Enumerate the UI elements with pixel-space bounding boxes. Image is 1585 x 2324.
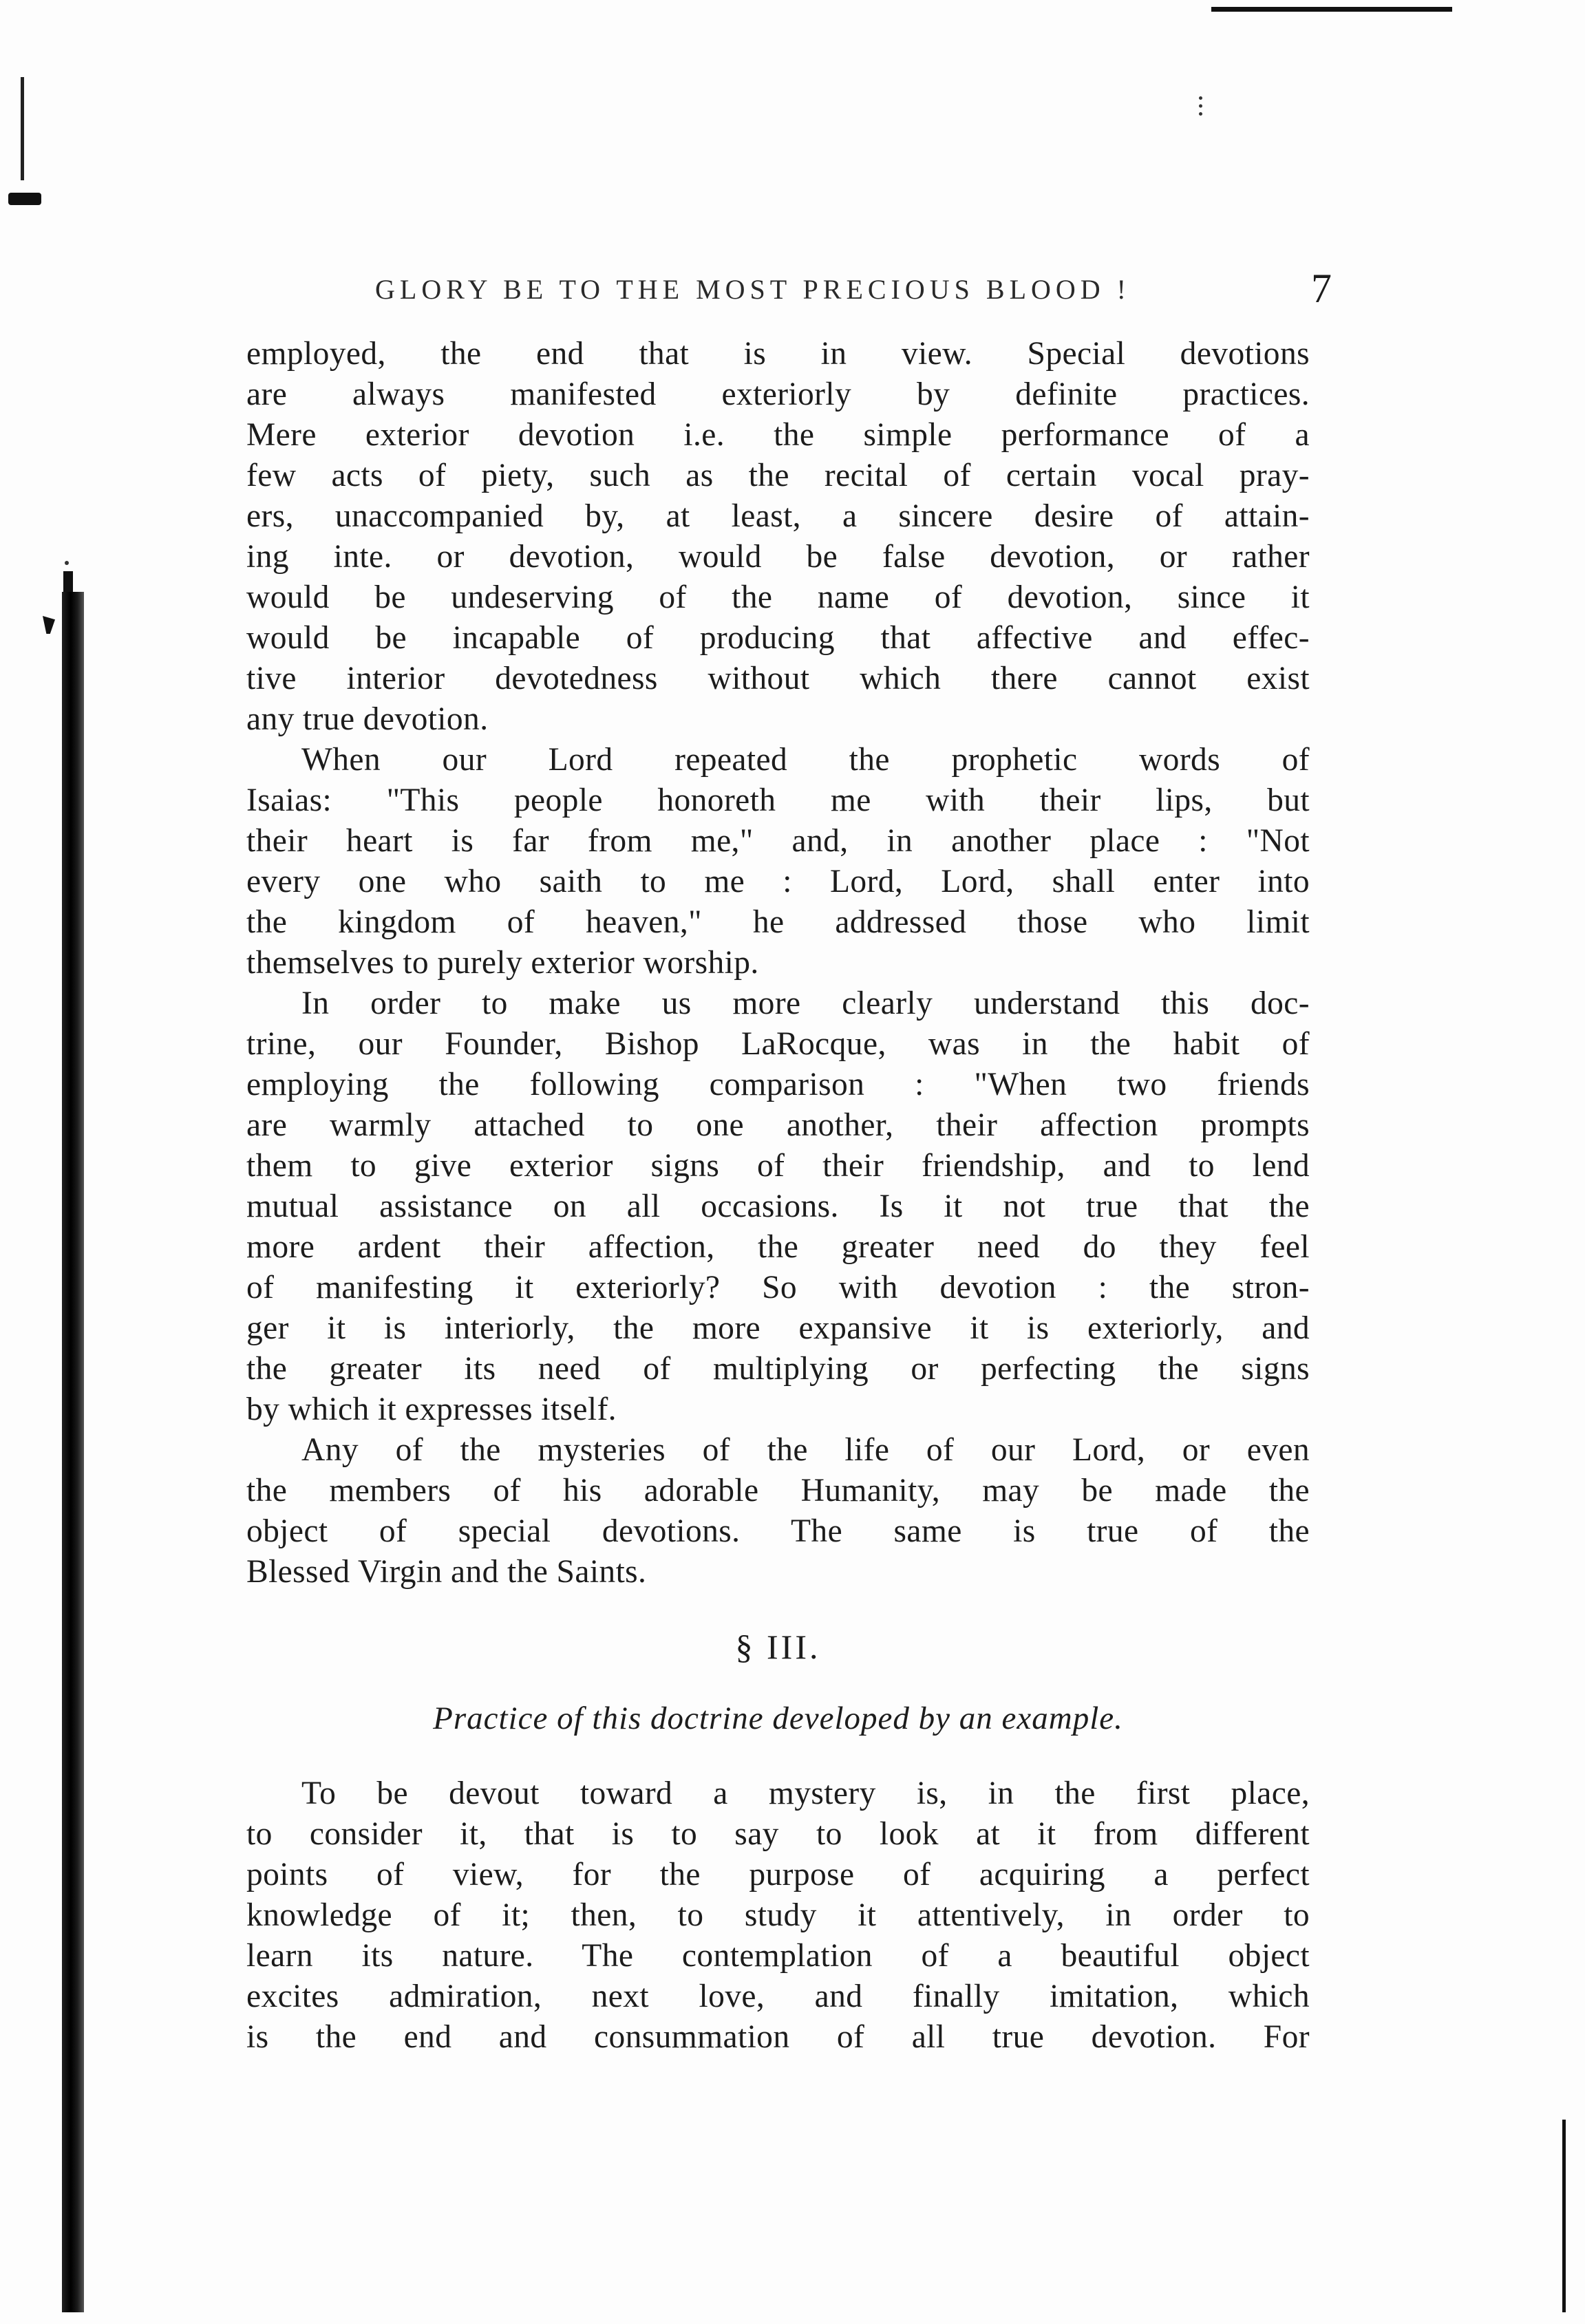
scan-blot-mark [8,193,41,205]
section-heading: § III. [735,1628,821,1666]
text-line: learn its nature. The contemplation of a beautiful object [246,1938,1310,1974]
scan-tick-mark [43,616,55,634]
text-line: by which it expresses itself. [246,1392,617,1427]
text-line: to consider it, that is to say to look at it from different [246,1816,1310,1852]
text-line: Any of the mysteries of the life of our Lord, or even [301,1432,1310,1468]
scan-rule-mark [1211,7,1452,12]
scan-edge-mark [21,77,24,180]
text-line: every one who saith to me : Lord, Lord, shall enter into [246,864,1310,899]
body-text [246,334,1310,2058]
text-line: would be undeserving of the name of devotion, since it [246,579,1310,615]
text-line: any true devotion. [246,701,489,737]
text-line: mutual assistance on all occasions. Is it not true that the [246,1188,1310,1224]
text-line: few acts of piety, such as the recital of certain vocal pray- [246,458,1310,493]
section-subtitle: Practice of this doctrine developed by an example. [433,1701,1123,1736]
text-line: ger it is interiorly, the more expansive it is exteriorly, and [246,1310,1310,1346]
text-line: employed, the end that is in view. Special devotions [246,336,1310,372]
text-line: is the end and consummation of all true devotion. For [246,2019,1310,2055]
text-line: points of view, for the purpose of acquiring a perfect [246,1857,1310,1893]
text-line: the kingdom of heaven," he addressed those who limit [246,904,1310,940]
text-line: knowledge of it; then, to study it attentively, in order to [246,1897,1310,1933]
text-line: are always manifested exteriorly by definite practices. [246,376,1310,412]
text-line: In order to make us more clearly understand this doc- [301,985,1310,1021]
text-line: the greater its need of multiplying or perfecting the signs [246,1351,1310,1387]
text-line: of manifesting it exteriorly? So with devotion : the stron- [246,1270,1310,1305]
paragraph [246,1773,1310,2058]
scan-binding-shadow [62,592,84,2312]
paragraph [246,334,1310,740]
text-line: the members of his adorable Humanity, may be made the [246,1473,1310,1509]
text-line: their heart is far from me," and, in another place : "Not [246,823,1310,859]
scan-dot-mark [65,561,69,565]
text-line: themselves to purely exterior worship. [246,945,759,981]
scan-dots-mark [1199,96,1206,116]
text-line: ing inte. or devotion, would be false devotion, or rather [246,539,1310,575]
paragraph [246,740,1310,983]
text-line: tive interior devotedness without which there cannot exist [246,661,1310,696]
text-line: To be devout toward a mystery is, in the first place, [301,1776,1310,1811]
text-line: excites admiration, next love, and finally imitation, which [246,1979,1310,2014]
text-line: Isaias: "This people honoreth me with their lips, but [246,782,1310,818]
page-number: 7 [1311,266,1332,311]
text-line: trine, our Founder, Bishop LaRocque, was in the habit of [246,1026,1310,1062]
text-line: object of special devotions. The same is true of the [246,1513,1310,1549]
text-line: them to give exterior signs of their friendship, and to lend [246,1148,1310,1184]
text-line: would be incapable of producing that affective and effec- [246,620,1310,656]
page-header [375,265,1373,320]
text-line: Blessed Virgin and the Saints. [246,1554,647,1590]
text-line: Mere exterior devotion i.e. the simple performance of a [246,417,1310,453]
text-line: are warmly attached to one another, their affection prompts [246,1107,1310,1143]
paragraph [246,983,1310,1430]
text-line: When our Lord repeated the prophetic words of [301,742,1310,778]
running-head: GLORY BE TO THE MOST PRECIOUS BLOOD ! [375,274,1131,305]
paragraph [246,1430,1310,1592]
scan-right-edge-mark [1562,2120,1566,2312]
text-line: employing the following comparison : "When two friends [246,1067,1310,1102]
text-line: more ardent their affection, the greater need do they feel [246,1229,1310,1265]
text-line: ers, unaccompanied by, at least, a sincere desire of attain- [246,498,1310,534]
